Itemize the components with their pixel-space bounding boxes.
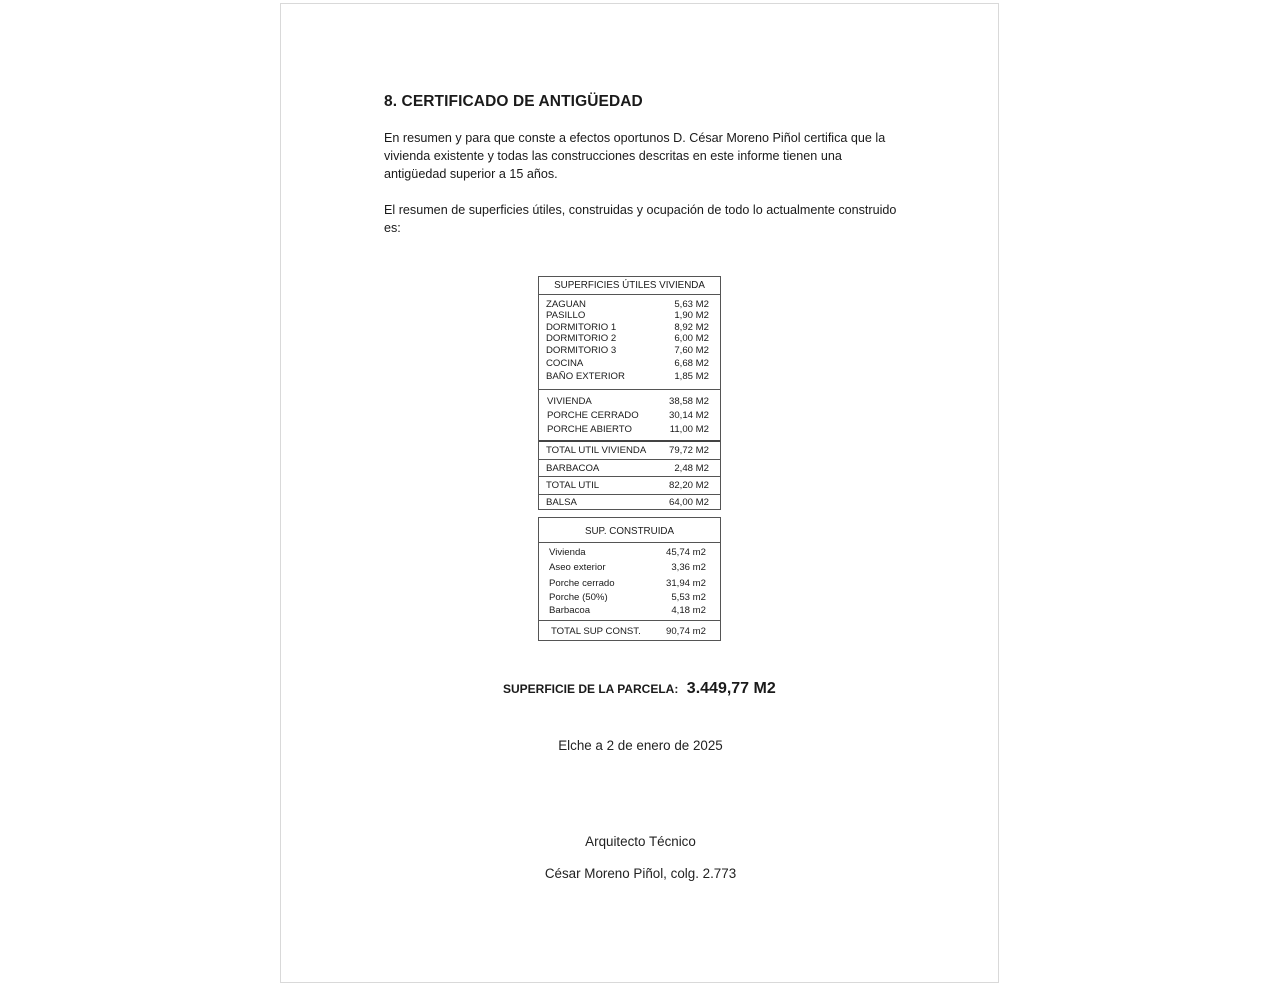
row-label: TOTAL UTIL VIVIENDA xyxy=(546,445,647,456)
row-label: ZAGUAN xyxy=(546,299,586,310)
row-value: 45,74 m2 xyxy=(665,547,706,558)
table-divider xyxy=(539,476,720,477)
table-divider xyxy=(539,459,720,460)
row-value: 5,63 M2 xyxy=(674,299,709,310)
row-value: 1,90 M2 xyxy=(674,310,709,321)
document-page xyxy=(280,3,999,983)
row-label: VIVIENDA xyxy=(547,396,592,407)
row-value: 4,18 m2 xyxy=(671,605,706,616)
table-row xyxy=(539,345,720,357)
signature-name: César Moreno Piñol, colg. 2.773 xyxy=(544,866,737,881)
row-value: 8,92 M2 xyxy=(674,322,709,333)
table-row xyxy=(539,410,720,422)
row-value: 30,14 M2 xyxy=(668,410,709,421)
useful-area-table-header: SUPERFICIES ÚTILES VIVIENDA xyxy=(554,280,705,291)
plot-area-label: SUPERFICIE DE LA PARCELA: xyxy=(503,682,679,696)
plot-area-line xyxy=(503,680,776,698)
useful-area-table xyxy=(538,276,721,510)
table-divider xyxy=(539,542,720,543)
table-row-total-util xyxy=(539,480,720,492)
row-value: 6,68 M2 xyxy=(674,358,709,369)
row-value: 82,20 M2 xyxy=(668,480,709,491)
section-title: 8. CERTIFICADO DE ANTIGÜEDAD xyxy=(384,93,643,110)
row-label: Vivienda xyxy=(549,547,586,558)
table-row xyxy=(539,396,720,408)
table-divider xyxy=(539,294,720,295)
table-row xyxy=(539,371,720,383)
row-label: BAÑO EXTERIOR xyxy=(546,371,625,382)
row-value: 6,00 M2 xyxy=(674,333,709,344)
row-value: 2,48 M2 xyxy=(674,463,709,474)
table-row xyxy=(539,358,720,370)
table-divider xyxy=(539,389,720,390)
table-row xyxy=(539,562,720,574)
signature-title: Arquitecto Técnico xyxy=(585,834,696,849)
plot-area-value: 3.449,77 M2 xyxy=(686,680,776,697)
table-row xyxy=(539,424,720,436)
table-row-total-vivienda xyxy=(539,445,720,457)
row-label: Barbacoa xyxy=(549,605,591,616)
row-label: PORCHE ABIERTO xyxy=(547,424,632,435)
row-label: COCINA xyxy=(546,358,584,369)
row-label: Porche cerrado xyxy=(549,578,615,589)
row-value: 31,94 m2 xyxy=(665,578,706,589)
row-label: BALSA xyxy=(546,497,577,508)
table-row-balsa xyxy=(539,497,720,509)
row-value: 1,85 M2 xyxy=(674,371,709,382)
built-area-table-header: SUP. CONSTRUIDA xyxy=(584,526,675,537)
row-label: Porche (50%) xyxy=(549,592,608,603)
row-value: 11,00 M2 xyxy=(669,424,709,435)
summary-intro-paragraph: El resumen de superficies útiles, construidas y ocupación de todo lo actualmente construido es: xyxy=(384,203,897,235)
table-row xyxy=(539,310,720,322)
row-label: DORMITORIO 1 xyxy=(546,322,617,333)
table-row-barbacoa xyxy=(539,463,720,475)
row-label: BARBACOA xyxy=(546,463,600,474)
table-row xyxy=(539,605,720,617)
row-label: Aseo exterior xyxy=(549,562,606,573)
row-value: 64,00 M2 xyxy=(668,497,709,508)
table-divider xyxy=(539,440,720,442)
row-label: PASILLO xyxy=(546,310,586,321)
table-row xyxy=(539,333,720,345)
table-row xyxy=(539,592,720,604)
table-row xyxy=(539,547,720,559)
row-label: PORCHE CERRADO xyxy=(547,410,639,421)
table-divider xyxy=(539,620,720,621)
built-area-table xyxy=(538,517,721,641)
row-value: 7,60 M2 xyxy=(674,345,709,356)
row-label: TOTAL UTIL xyxy=(546,480,600,491)
row-value: 5,53 m2 xyxy=(671,592,706,603)
row-value: 3,36 m2 xyxy=(671,562,706,573)
row-value: 90,74 m2 xyxy=(665,626,706,637)
table-divider xyxy=(539,494,720,495)
row-label: DORMITORIO 2 xyxy=(546,333,617,344)
row-label: TOTAL SUP CONST. xyxy=(551,626,641,637)
row-value: 38,58 M2 xyxy=(668,396,709,407)
table-row xyxy=(539,578,720,590)
row-label: DORMITORIO 3 xyxy=(546,345,617,356)
date-line: Elche a 2 de enero de 2025 xyxy=(558,738,723,753)
row-value: 79,72 M2 xyxy=(668,445,709,456)
certification-paragraph: En resumen y para que conste a efectos oportunos D. César Moreno Piñol certifica que la vivienda existente y todas las construcciones descritas en este informe tienen una antigüedad superior a 15 años. xyxy=(384,131,886,181)
table-row-total-construida xyxy=(539,626,720,638)
